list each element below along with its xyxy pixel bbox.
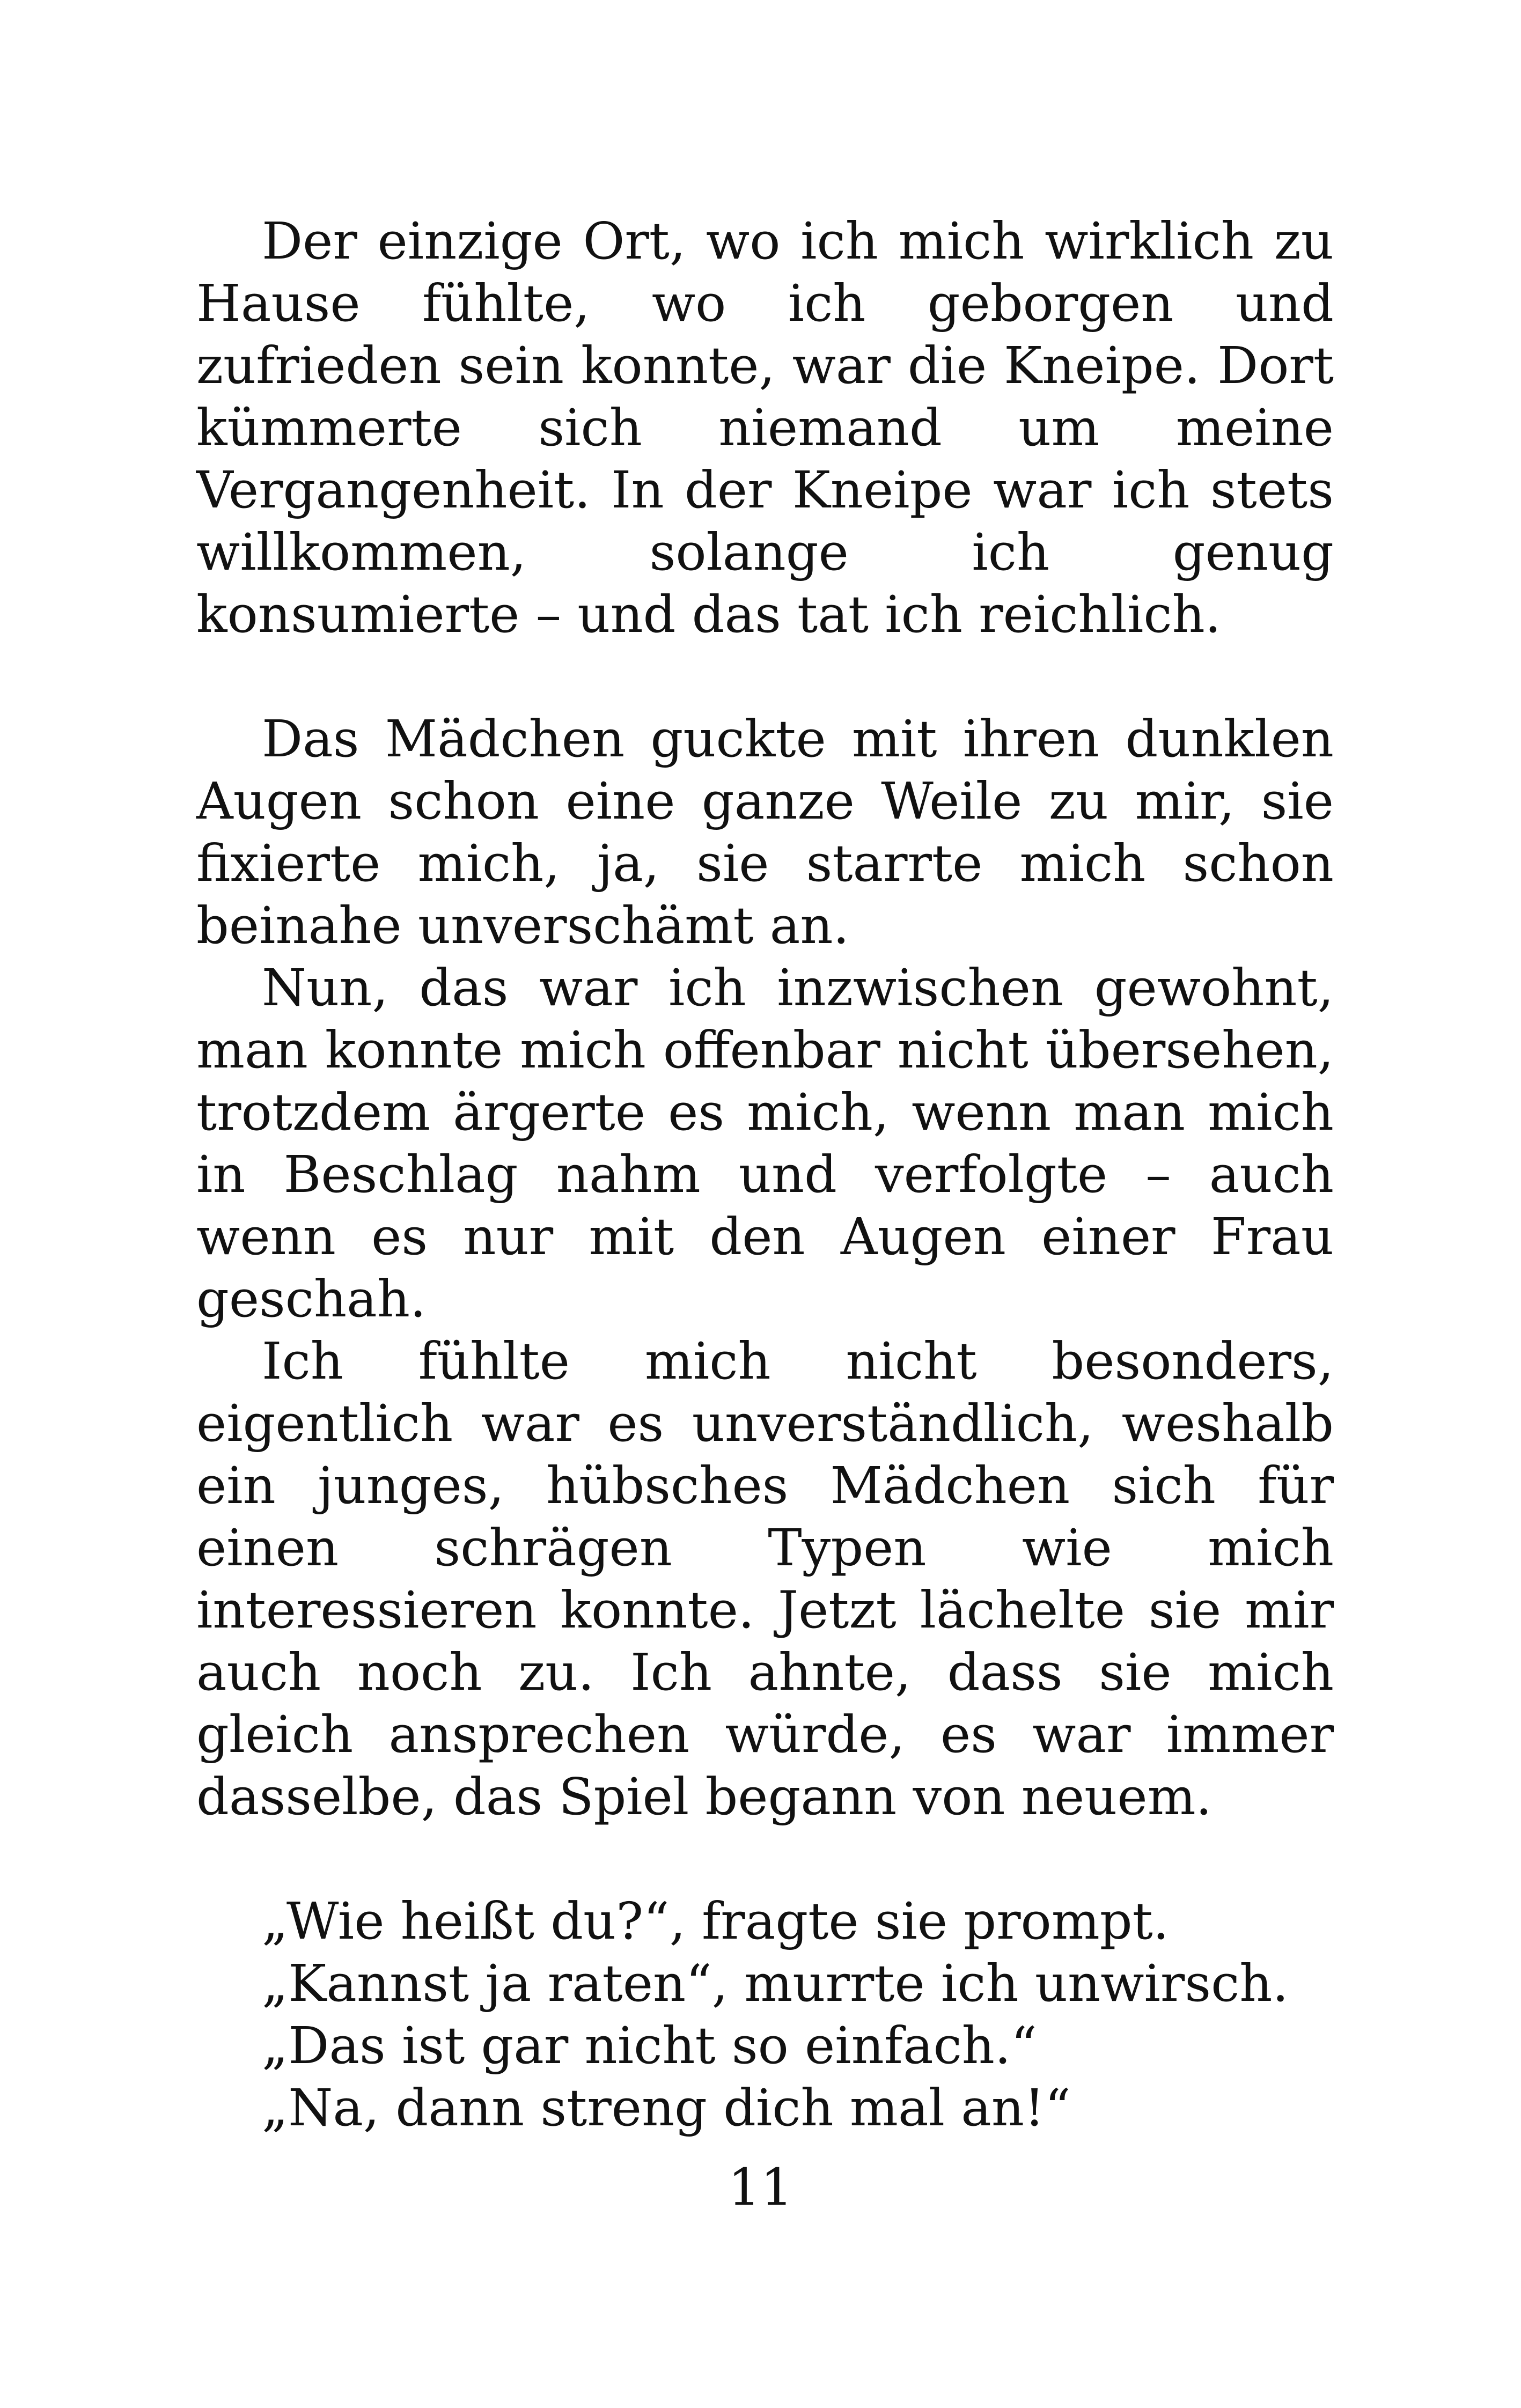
dialogue-line: „Wie heißt du?“, fragte sie prompt. [262,1892,1169,1951]
page-number: 11 [728,2158,793,2217]
dialogue-line: „Kannst ja raten“, murrte ich unwirsch. [262,1954,1289,2013]
section-gap [196,646,1334,708]
dialogue-line: „Das ist gar nicht so einfach.“ [262,2016,1037,2075]
paragraph: Nun, das war ich inzwischen gewohnt, man konnte mich offenbar nicht übersehen, trotzdem ärgerte es mich, wenn man mich in Beschlag nahm und verfolgte – auch wenn es nur mit den Augen einer Frau geschah. [196,959,1334,1329]
paragraph: Der einzige Ort, wo ich mich wirklich zu Hause fühlte, wo ich geborgen und zufrieden sein konnte, war die Kneipe. Dort kümmerte sich niemand um meine Vergangenheit. In der Kneipe war ich stets willkommen, solange ich genug konsumierte – und das tat ich reichlich. [196,212,1334,644]
paragraph: Das Mädchen guckte mit ihren dunklen Augen schon eine ganze Weile zu mir, sie fixierte mich, ja, sie starrte mich schon beinahe unverschämt an. [196,710,1334,955]
section-gap [196,1828,1334,1890]
dialogue-line: „Na, dann streng dich mal an!“ [262,2079,1071,2138]
body-text [196,210,1334,2139]
paragraph: Ich fühlte mich nicht besonders, eigentlich war es unverständlich, weshalb ein junges, hübsches Mädchen sich für einen schrägen Typen wie mich interessieren konnte. Jetzt lächelte sie mir auch noch zu. Ich ahnte, dass sie mich gleich ansprechen würde, es war immer dasselbe, das Spiel begann von neuem. [196,1332,1334,1827]
